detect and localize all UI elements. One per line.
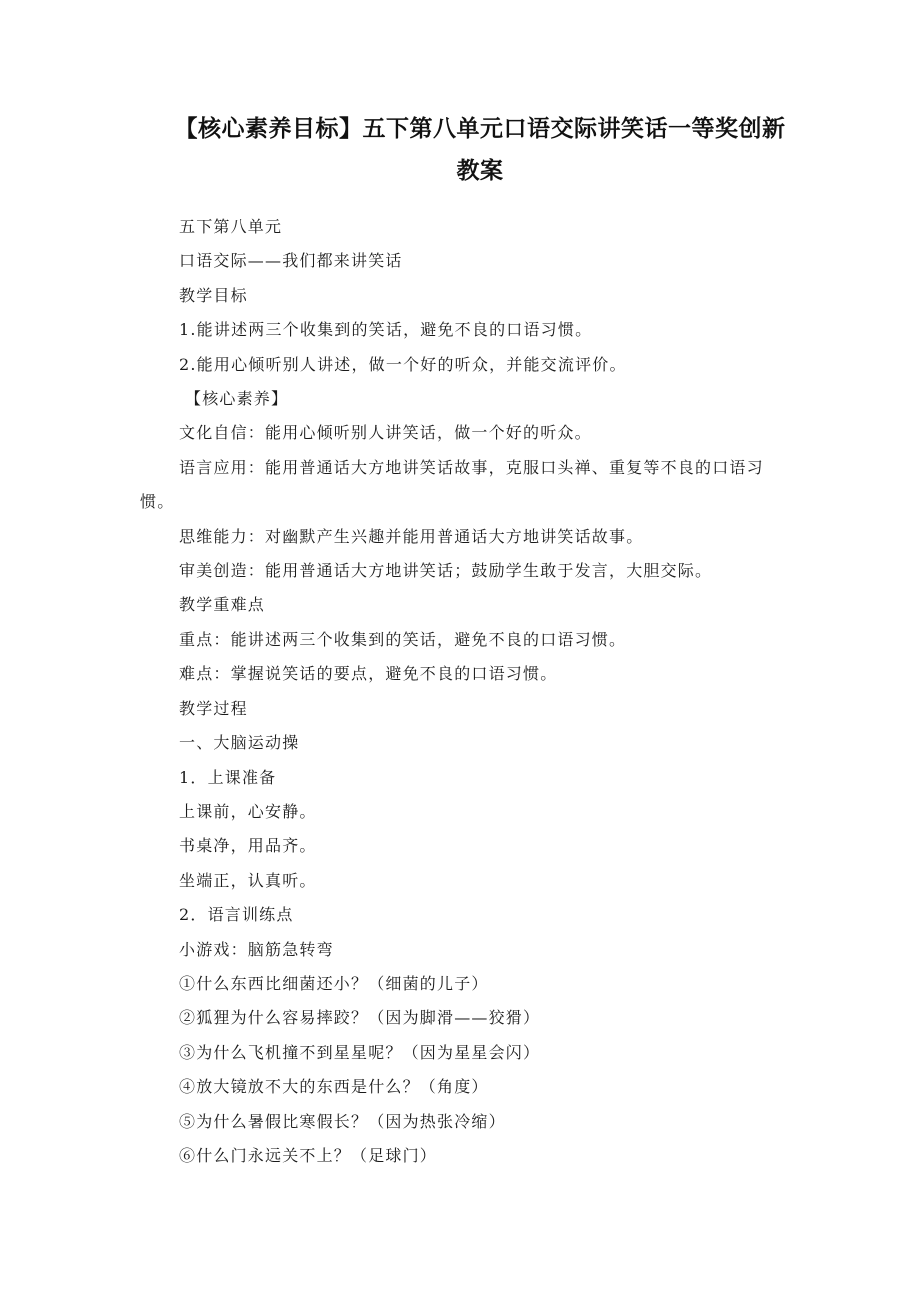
section-heading-goals: 教学目标 <box>179 285 248 305</box>
section-heading-process: 教学过程 <box>179 698 248 718</box>
literacy-item: 文化自信：能用心倾听别人讲笑话，做一个好的听众。 <box>179 423 592 443</box>
goal-item: 2.能用心倾听别人讲述，做一个好的听众，并能交流评价。 <box>179 354 627 374</box>
riddle-item: ⑥什么门永远关不上？（足球门） <box>179 1145 438 1165</box>
document-body <box>140 210 790 1173</box>
process-substep-heading: 2．语言训练点 <box>179 905 294 925</box>
lesson-heading: 口语交际——我们都来讲笑话 <box>179 251 403 271</box>
literacy-item: 思维能力：对幽默产生兴趣并能用普通话大方地讲笑话故事。 <box>179 526 644 546</box>
key-point-item: 难点：掌握说笑话的要点，避免不良的口语习惯。 <box>179 664 558 684</box>
process-substep-heading: 1．上课准备 <box>179 767 277 787</box>
process-step-heading: 一、大脑运动操 <box>179 733 300 753</box>
unit-heading: 五下第八单元 <box>179 217 283 236</box>
document-title: 【核心素养目标】五下第八单元口语交际讲笑话一等奖创新教案 <box>174 116 786 184</box>
chant-line: 书桌净，用品齐。 <box>179 836 317 856</box>
goal-item: 1.能讲述两三个收集到的笑话，避免不良的口语习惯。 <box>179 320 593 340</box>
literacy-item: 审美创造：能用普通话大方地讲笑话；鼓励学生敢于发言，大胆交际。 <box>179 561 713 581</box>
riddle-item: ②狐狸为什么容易摔跤？（因为脚滑——狡猾） <box>179 1008 541 1028</box>
game-heading: 小游戏：脑筋急转弯 <box>179 939 334 959</box>
key-point-item: 重点：能讲述两三个收集到的笑话，避免不良的口语习惯。 <box>179 629 627 649</box>
literacy-item: 语言应用：能用普通话大方地讲笑话故事，克服口头禅、重复等不良的口语习惯。 <box>140 457 764 512</box>
riddle-item: ⑤为什么暑假比寒假长？（因为热张冷缩） <box>179 1111 506 1131</box>
section-heading-core-literacy: 【核心素养】 <box>185 389 289 409</box>
section-heading-key-points: 教学重难点 <box>179 595 266 615</box>
riddle-item: ④放大镜放不大的东西是什么？（角度） <box>179 1077 489 1097</box>
riddle-item: ①什么东西比细菌还小？（细菌的儿子） <box>179 973 489 993</box>
chant-line: 坐端正，认真听。 <box>179 870 317 890</box>
chant-line: 上课前，心安静。 <box>179 801 317 821</box>
riddle-item: ③为什么飞机撞不到星星呢？（因为星星会闪） <box>179 1042 541 1062</box>
